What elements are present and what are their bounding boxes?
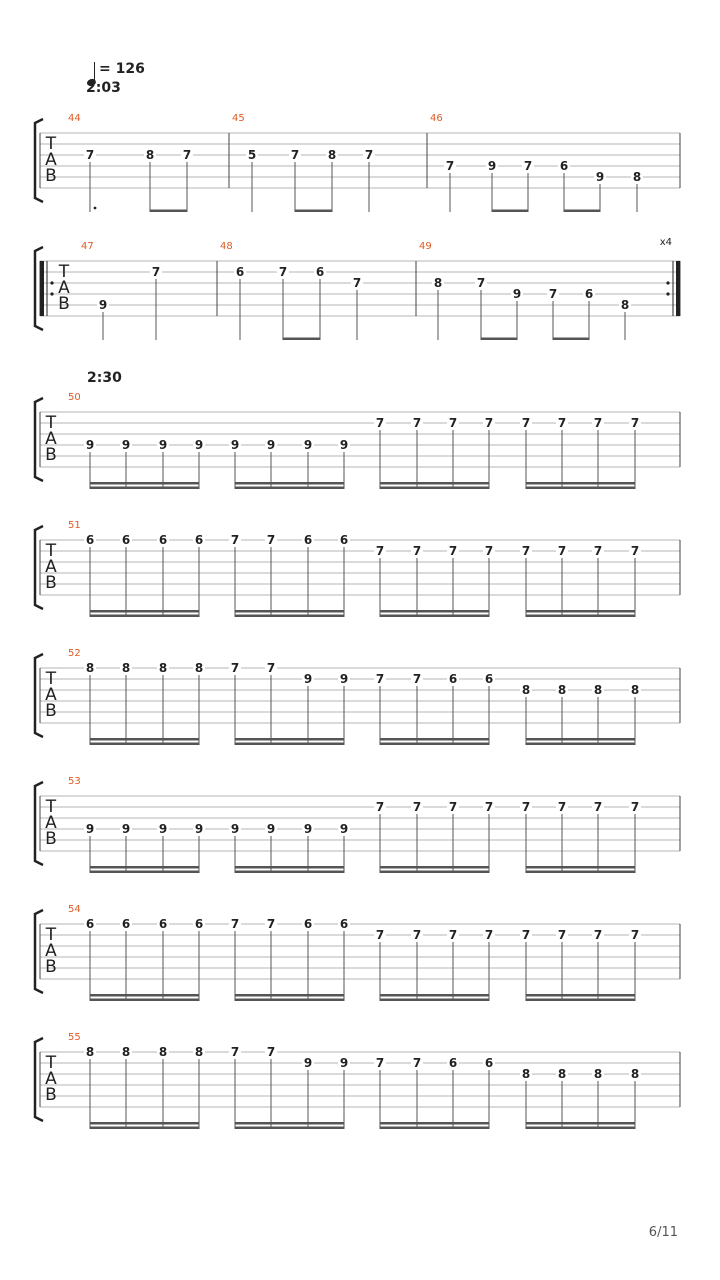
tab-clef-letter: A [45, 150, 57, 170]
fret-number: 9 [158, 438, 168, 452]
tab-clef-letter: T [45, 925, 57, 945]
beam [564, 210, 601, 213]
fret-number: 7 [557, 928, 567, 942]
fret-number: 7 [266, 533, 276, 547]
fret-number: 6 [235, 265, 245, 279]
fret-number: 8 [194, 661, 204, 675]
beam [380, 1122, 490, 1125]
tab-clef-letter: T [45, 541, 57, 561]
beam [380, 743, 490, 746]
fret-number: 6 [448, 672, 458, 686]
beam [295, 210, 333, 213]
system-bracket [35, 910, 43, 993]
fret-number: 7 [375, 928, 385, 942]
fret-number: 9 [512, 287, 522, 301]
fret-number: 8 [121, 1045, 131, 1059]
fret-number: 8 [327, 148, 337, 162]
tab-clef-letter: B [45, 701, 57, 721]
tab-clef-letter: A [58, 278, 70, 298]
beam [90, 994, 200, 997]
fret-number: 7 [375, 672, 385, 686]
beam [90, 743, 200, 746]
beam [380, 615, 490, 618]
fret-number: 7 [448, 544, 458, 558]
beam [235, 482, 345, 485]
measure-number: 48 [220, 241, 233, 252]
beam [526, 1122, 636, 1125]
fret-number: 7 [448, 928, 458, 942]
beam [235, 1122, 345, 1125]
fret-number: 6 [158, 917, 168, 931]
fret-number: 6 [194, 917, 204, 931]
measure-number: 45 [232, 113, 245, 124]
fret-number: 7 [484, 544, 494, 558]
fret-number: 8 [632, 170, 642, 184]
fret-number: 8 [121, 661, 131, 675]
fret-number: 7 [182, 148, 192, 162]
measure-number: 55 [68, 1032, 81, 1043]
measure-number: 52 [68, 648, 81, 659]
fret-number: 7 [521, 416, 531, 430]
fret-number: 7 [593, 416, 603, 430]
fret-number: 6 [194, 533, 204, 547]
tab-clef-letter: B [45, 573, 57, 593]
fret-number: 9 [339, 672, 349, 686]
fret-number: 6 [85, 533, 95, 547]
fret-number: 9 [98, 298, 108, 312]
beam [380, 871, 490, 874]
beam [526, 482, 636, 485]
beam [380, 999, 490, 1002]
fret-number: 9 [85, 822, 95, 836]
fret-number: 7 [278, 265, 288, 279]
fret-number: 5 [247, 148, 257, 162]
measure-number: 44 [68, 113, 81, 124]
beam [235, 615, 345, 618]
beam [526, 743, 636, 746]
fret-number: 8 [158, 1045, 168, 1059]
beam [526, 615, 636, 618]
tab-clef-letter: T [45, 413, 57, 433]
repeat-count: x4 [659, 237, 672, 248]
repeat-dot [50, 281, 53, 284]
tab-clef-letter: A [45, 685, 57, 705]
tab-staff [35, 119, 680, 202]
fret-number: 7 [230, 533, 240, 547]
measure-number: 54 [68, 904, 81, 915]
tab-clef-letter: B [45, 445, 57, 465]
fret-number: 7 [375, 416, 385, 430]
fret-number: 9 [85, 438, 95, 452]
fret-number: 7 [412, 672, 422, 686]
fret-number: 7 [352, 276, 362, 290]
beam [526, 610, 636, 613]
fret-number: 7 [412, 928, 422, 942]
measure-number: 50 [68, 392, 81, 403]
repeat-start-thick [40, 261, 44, 316]
fret-number: 9 [339, 822, 349, 836]
fret-number: 6 [448, 1056, 458, 1070]
fret-number: 6 [584, 287, 594, 301]
fret-number: 7 [266, 661, 276, 675]
fret-number: 8 [630, 683, 640, 697]
fret-number: 6 [339, 533, 349, 547]
beam [380, 610, 490, 613]
tab-clef-letter: T [45, 1053, 57, 1073]
beam [235, 487, 345, 490]
fret-number: 8 [433, 276, 443, 290]
fret-number: 7 [521, 800, 531, 814]
fret-number: 8 [145, 148, 155, 162]
tab-clef-letter: A [45, 429, 57, 449]
fret-number: 7 [230, 1045, 240, 1059]
fret-number: 7 [476, 276, 486, 290]
fret-number: 7 [151, 265, 161, 279]
beam [235, 738, 345, 741]
fret-number: 8 [85, 1045, 95, 1059]
beam [235, 610, 345, 613]
beam [90, 871, 200, 874]
tempo-bpm: = 126 [99, 61, 145, 77]
fret-number: 7 [593, 928, 603, 942]
beam [380, 866, 490, 869]
fret-number: 8 [158, 661, 168, 675]
fret-number: 6 [484, 672, 494, 686]
repeat-dot [666, 292, 669, 295]
fret-number: 9 [230, 438, 240, 452]
fret-number: 6 [121, 917, 131, 931]
fret-number: 7 [412, 544, 422, 558]
fret-number: 7 [290, 148, 300, 162]
beam [235, 1127, 345, 1130]
fret-number: 9 [194, 822, 204, 836]
fret-number: 8 [630, 1067, 640, 1081]
beam [90, 738, 200, 741]
tab-clef-letter: A [45, 557, 57, 577]
beam [90, 482, 200, 485]
beam [380, 994, 490, 997]
fret-number: 8 [593, 683, 603, 697]
system-bracket [35, 398, 43, 481]
beam [526, 999, 636, 1002]
beam [526, 871, 636, 874]
tab-clef-letter: B [45, 829, 57, 849]
fret-number: 7 [521, 928, 531, 942]
fret-number: 7 [484, 800, 494, 814]
system-bracket [35, 1038, 43, 1121]
beam [553, 338, 590, 341]
measure-number: 53 [68, 776, 81, 787]
beam [90, 1127, 200, 1130]
beam [90, 1122, 200, 1125]
fret-number: 8 [557, 683, 567, 697]
system-bracket [35, 119, 43, 202]
fret-number: 6 [484, 1056, 494, 1070]
measure-number: 47 [81, 241, 94, 252]
fret-number: 9 [595, 170, 605, 184]
fret-number: 9 [230, 822, 240, 836]
beam [90, 610, 200, 613]
fret-number: 6 [121, 533, 131, 547]
beam [235, 871, 345, 874]
beam [150, 210, 188, 213]
fret-number: 9 [303, 672, 313, 686]
fret-number: 6 [559, 159, 569, 173]
beam [235, 743, 345, 746]
beam [526, 866, 636, 869]
beam [380, 487, 490, 490]
fret-number: 6 [158, 533, 168, 547]
fret-number: 8 [521, 683, 531, 697]
fret-number: 9 [266, 438, 276, 452]
fret-number: 6 [303, 917, 313, 931]
beam [90, 615, 200, 618]
fret-number: 9 [121, 438, 131, 452]
fret-number: 9 [303, 1056, 313, 1070]
fret-number: 6 [339, 917, 349, 931]
tab-clef-letter: T [45, 134, 57, 154]
fret-number: 6 [315, 265, 325, 279]
fret-number: 9 [266, 822, 276, 836]
measure-number: 49 [419, 241, 432, 252]
beam [235, 999, 345, 1002]
fret-number: 7 [593, 800, 603, 814]
fret-number: 9 [339, 438, 349, 452]
fret-number: 7 [375, 544, 385, 558]
fret-number: 9 [487, 159, 497, 173]
beam [235, 866, 345, 869]
page-number: 6/11 [648, 1225, 678, 1240]
fret-number: 7 [630, 416, 640, 430]
repeat-end-thick [676, 261, 680, 316]
tab-clef-letter: T [45, 797, 57, 817]
beam [90, 999, 200, 1002]
fret-number: 7 [266, 1045, 276, 1059]
fret-number: 7 [557, 800, 567, 814]
repeat-dot [50, 292, 53, 295]
fret-number: 7 [445, 159, 455, 173]
fret-number: 9 [121, 822, 131, 836]
system-bracket [35, 526, 43, 609]
fret-number: 6 [85, 917, 95, 931]
beam [526, 1127, 636, 1130]
fret-number: 8 [593, 1067, 603, 1081]
measure-number: 51 [68, 520, 81, 531]
beam [481, 338, 518, 341]
tab-clef-letter: A [45, 1069, 57, 1089]
fret-number: 9 [303, 438, 313, 452]
fret-number: 9 [158, 822, 168, 836]
fret-number: 8 [620, 298, 630, 312]
fret-number: 6 [303, 533, 313, 547]
beam [380, 1127, 490, 1130]
fret-number: 7 [448, 800, 458, 814]
fret-number: 7 [630, 928, 640, 942]
fret-number: 7 [375, 800, 385, 814]
fret-number: 7 [412, 416, 422, 430]
fret-number: 7 [85, 148, 95, 162]
beam [90, 866, 200, 869]
tab-clef-letter: A [45, 813, 57, 833]
fret-number: 7 [266, 917, 276, 931]
fret-number: 7 [557, 416, 567, 430]
fret-number: 9 [303, 822, 313, 836]
fret-number: 7 [412, 800, 422, 814]
dot-icon [94, 207, 97, 210]
fret-number: 9 [339, 1056, 349, 1070]
beam [90, 487, 200, 490]
fret-number: 8 [85, 661, 95, 675]
system-bracket [35, 782, 43, 865]
beam [526, 994, 636, 997]
tab-clef-letter: T [58, 262, 70, 282]
repeat-dot [666, 281, 669, 284]
fret-number: 9 [194, 438, 204, 452]
beam [235, 994, 345, 997]
tab-clef-letter: B [45, 957, 57, 977]
measure-number: 46 [430, 113, 443, 124]
fret-number: 7 [230, 661, 240, 675]
tab-clef-letter: B [58, 294, 70, 314]
beam [526, 738, 636, 741]
system-bracket [35, 654, 43, 737]
fret-number: 7 [484, 928, 494, 942]
fret-number: 7 [557, 544, 567, 558]
time-marker: 2:30 [87, 370, 122, 386]
fret-number: 7 [412, 1056, 422, 1070]
tab-clef-letter: A [45, 941, 57, 961]
fret-number: 7 [484, 416, 494, 430]
time-marker: 2:03 [86, 80, 121, 96]
fret-number: 7 [630, 800, 640, 814]
fret-number: 7 [630, 544, 640, 558]
fret-number: 7 [593, 544, 603, 558]
fret-number: 8 [521, 1067, 531, 1081]
beam [380, 738, 490, 741]
fret-number: 7 [375, 1056, 385, 1070]
beam [492, 210, 529, 213]
fret-number: 8 [557, 1067, 567, 1081]
tab-clef-letter: B [45, 166, 57, 186]
fret-number: 8 [194, 1045, 204, 1059]
beam [283, 338, 321, 341]
tab-clef-letter: T [45, 669, 57, 689]
tab-clef-letter: B [45, 1085, 57, 1105]
beam [380, 482, 490, 485]
fret-number: 7 [521, 544, 531, 558]
beam [526, 487, 636, 490]
fret-number: 7 [230, 917, 240, 931]
fret-number: 7 [364, 148, 374, 162]
fret-number: 7 [548, 287, 558, 301]
fret-number: 7 [448, 416, 458, 430]
fret-number: 7 [523, 159, 533, 173]
